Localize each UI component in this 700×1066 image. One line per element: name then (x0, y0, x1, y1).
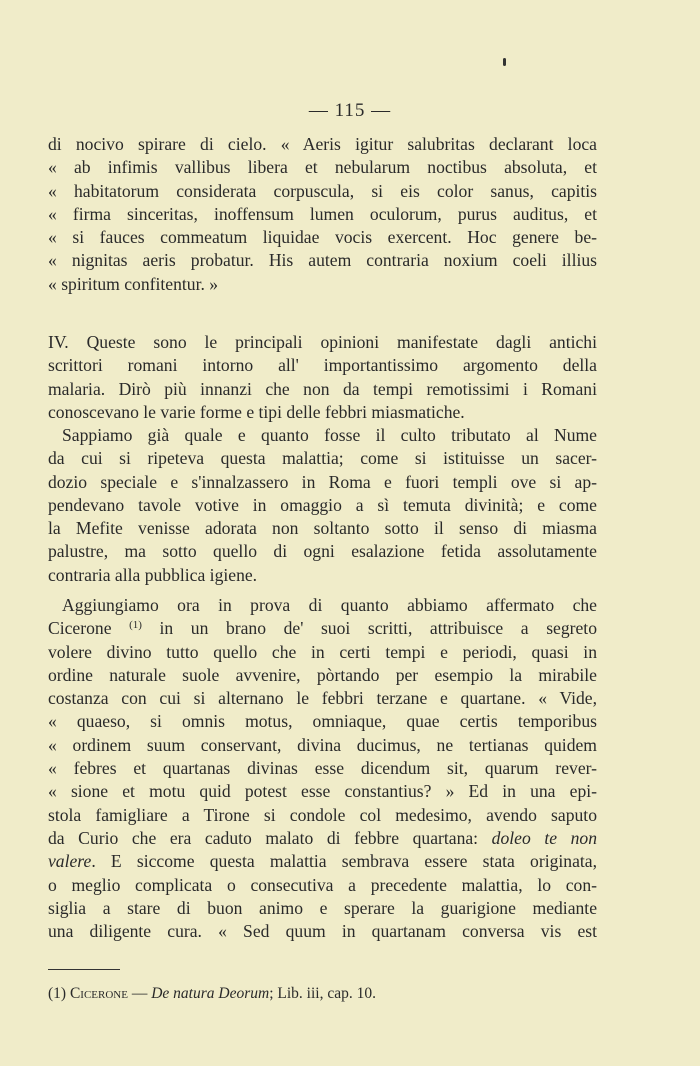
text-line: siglia a stare di buon animo e sperare la guarigione mediante (48, 897, 597, 918)
text-line: contraria alla pubblica igiene. (48, 564, 258, 585)
text-line-content: Aggiungiamo ora in prova di quanto abbiamo affermato che (62, 595, 597, 615)
text-line: volere divino tutto quello che in certi tempi e periodi, quasi in (48, 641, 597, 662)
text-line: ordine naturale suole avvenire, pòrtando per esempio la mirabile (48, 664, 597, 685)
text-line: stola famigliare a Tirone si condole col medesimo, avendo saputo (48, 804, 597, 825)
text-line: palustre, ma sotto quello di ogni esalazione fetida assolutamente (48, 541, 597, 562)
footnote-divider (48, 969, 120, 970)
text-fragment: . E siccome questa malattia sembrava essere stata originata, (91, 851, 597, 872)
text-line (48, 594, 597, 617)
text-line (48, 617, 597, 640)
footnote-author: Cicerone (69, 985, 128, 1002)
text-line: IV. Queste sono le principali opinioni manifestate dagli antichi (48, 332, 597, 352)
ink-speck (503, 58, 506, 66)
text-line: « firma sinceritas, inoffensum lumen oculorum, purus auditus, et (48, 203, 597, 224)
paragraph-mefite (48, 424, 597, 587)
paragraph-cicerone (48, 594, 597, 943)
text-line: conoscevano le varie forme e tipi delle febbri miasmatiche. (48, 401, 465, 422)
text-line: costanza con cui si alternano le febbri terzane e quartane. « Vide, (48, 688, 597, 709)
text-line: pendevano tavole votive in omaggio a sì temuta divinità; e come (48, 494, 597, 515)
footnote-marker: (1) (48, 985, 67, 1002)
text-line: « nignitas aeris probatur. His autem contraria noxium coeli illius (48, 250, 597, 271)
text-line: una diligente cura. « Sed quum in quartanam conversa vis est (48, 921, 597, 942)
text-line: da cui si ripeteva questa malattia; come si istituisse un sacer- (48, 448, 597, 469)
paragraph-section-iv (48, 331, 597, 424)
text-line (48, 827, 597, 850)
footnote-reference: (1) (129, 619, 142, 632)
text-fragment: da Curio che era caduto malato di febbre quartana: (48, 827, 492, 848)
text-fragment: in un brano de' suoi scritti, attribuisce a segreto (141, 618, 597, 639)
text-line: « febres et quartanas divinas esse dicendum sit, quarum rever- (48, 758, 597, 779)
text-line: o meglio complicata o consecutiva a precedente malattia, lo con- (48, 874, 597, 895)
italic-phrase: valere (48, 851, 92, 872)
text-line: scrittori romani intorno all' importantissimo argomento della (48, 355, 597, 376)
text-line: la Mefite venisse adorata non soltanto sotto il senso di miasma (48, 518, 597, 539)
text-fragment: Cicerone (48, 618, 130, 639)
text-line-content: Sappiamo già quale e quanto fosse il culto tributato al Nume (62, 425, 597, 445)
text-line: « ordinem suum conservant, divina ducimus, ne tertianas quidem (48, 734, 597, 755)
text-line: « si fauces commeatum liquidae vocis exercent. Hoc genere be- (48, 227, 597, 248)
text-line: di nocivo spirare di cielo. « Aeris igitur salubritas declarant loca (48, 134, 597, 154)
text-line: « sione et motu quid potest esse constantius? » Ed in una epi- (48, 781, 597, 802)
text-line: malaria. Dirò più innanzi che non da tempi remotissimi i Romani (48, 378, 597, 399)
paragraph-latin-quote (48, 133, 597, 296)
footnote (48, 985, 376, 1003)
footnote-reference-detail: ; Lib. iii, cap. 10. (269, 985, 376, 1002)
text-line (48, 424, 597, 447)
footnote-title: De natura Deorum (151, 985, 270, 1002)
text-line: « ab infimis vallibus libera et nebularum noctibus absoluta, et (48, 157, 597, 178)
text-line: « quaeso, si omnis motus, omniaque, quae certis temporibus (48, 711, 597, 732)
page-number: — 115 — (308, 100, 392, 121)
text-line: « habitatorum considerata corpuscula, si eis color sanus, capitis (48, 180, 597, 201)
italic-phrase: doleo te non (491, 827, 597, 848)
text-line (48, 850, 597, 873)
text-line: dozio speciale e s'innalzassero in Roma e fuori templi ove si ap- (48, 471, 597, 492)
text-line: « spiritum confitentur. » (48, 273, 219, 294)
footnote-dash: — (127, 985, 152, 1002)
